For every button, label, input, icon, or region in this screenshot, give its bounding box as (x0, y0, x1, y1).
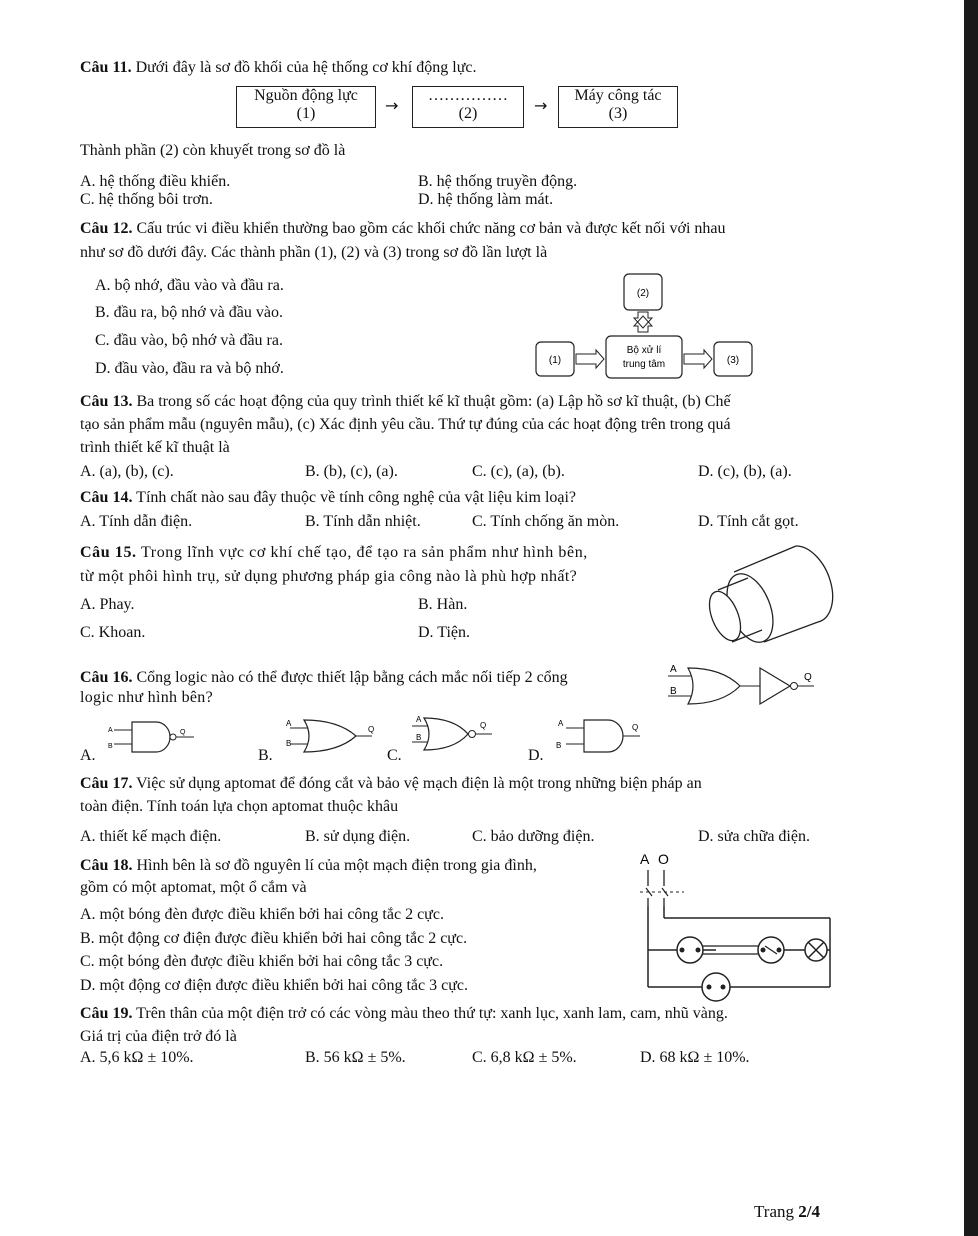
svg-text:Q: Q (180, 729, 186, 736)
q19-stem-line1: Câu 19. Trên thân của một điện trở có các vòng màu theo thứ tự: xanh lục, xanh lam, cam, nhũ vàng. (80, 1005, 728, 1022)
or-gate-symbol (688, 668, 740, 704)
q17-option-b: B. sử dụng điện. (305, 828, 411, 845)
svg-text:Q: Q (480, 721, 487, 730)
q14-option-c: C. Tính chống ăn mòn. (472, 513, 620, 530)
q14-option-a: A. Tính dẫn điện. (80, 513, 193, 530)
svg-text:B: B (416, 733, 422, 742)
q16-option-d-and-gate (548, 712, 658, 756)
q15-stem-line2: từ một phôi hình trụ, sử dụng phương pháp gia công nào là phù hợp nhất? (80, 568, 578, 585)
q13-stem-line3: trình thiết kế kĩ thuật là (80, 439, 230, 456)
page-edge (964, 0, 978, 1236)
q16-stem-line2: logic như hình bên? (80, 689, 214, 706)
neutral-label: O (658, 851, 669, 867)
q11-option-c: C. hệ thống bôi trơn. (80, 191, 213, 208)
page-number: Trang 2/4 (754, 1202, 820, 1221)
q16-gate-diagram (664, 660, 834, 716)
q16-option-c-nor-gate (408, 710, 508, 754)
q15-option-a: A. Phay. (80, 596, 135, 613)
q12-option-c: C. đầu vào, bộ nhớ và đầu ra. (95, 332, 283, 349)
q11-option-b: B. hệ thống truyền động. (418, 173, 578, 190)
q13-option-a: A. (a), (b), (c). (80, 463, 174, 480)
svg-text:A: A (286, 719, 292, 728)
q17-stem-line2: toàn điện. Tính toán lựa chọn aptomat thuộc khâu (80, 798, 399, 815)
not-gate-symbol (760, 668, 790, 704)
q18-option-c: C. một bóng đèn được điều khiển bởi hai công tắc 3 cực. (80, 953, 444, 970)
q12-stem-line2: như sơ đồ dưới đây. Các thành phần (1), (2) và (3) trong sơ đồ lần lượt là (80, 244, 548, 261)
q18-stem-line2: gồm có một aptomat, một ổ cắm và (80, 879, 307, 896)
svg-text:A: A (558, 719, 564, 728)
phase-label: A (640, 851, 650, 867)
svg-text:B: B (108, 743, 113, 750)
q15-stem-line1: Câu 15. Trong lĩnh vực cơ khí chế tạo, để tạo ra sản phẩm như hình bên, (80, 544, 588, 561)
q16-option-c: C. (387, 747, 402, 764)
arrow-right-icon (576, 350, 604, 368)
q18-option-a: A. một bóng đèn được điều khiển bởi hai công tắc 2 cực. (80, 906, 444, 923)
q19-option-d: D. 68 kΩ ± 10%. (640, 1049, 750, 1066)
arrow-right-icon: → (385, 96, 399, 115)
svg-text:A: A (108, 727, 113, 734)
q11-stem: Câu 11. Dưới đây là sơ đồ khối của hệ thống cơ khí động lực. (80, 59, 477, 76)
q16-option-a: A. (80, 747, 96, 764)
q12-option-a: A. bộ nhớ, đầu vào và đầu ra. (95, 277, 284, 294)
q16-option-a-nand-gate (100, 716, 210, 756)
machined-part-drawing (700, 538, 840, 648)
q17-stem-line1: Câu 17. Việc sử dụng aptomat để đóng cắt và bảo vệ mạch điện là một trong những biện pháp an (80, 775, 702, 792)
q11-box-1: Nguồn động lực (1) (236, 86, 376, 128)
q16-stem-line1: Câu 16. Cổng logic nào có thể được thiết lập bằng cách mắc nối tiếp 2 cổng (80, 669, 568, 686)
household-circuit-diagram (636, 842, 846, 1002)
input-a-label: A (670, 664, 677, 675)
q16-option-d: D. (528, 747, 544, 764)
arrow-right-icon: → (534, 96, 548, 115)
q13-stem-line2: tạo sản phẩm mẫu (nguyên mẫu), (c) Xác định yêu cầu. Thứ tự đúng của các hoạt động trên trong quá (80, 416, 731, 433)
q18-option-b: B. một động cơ điện được điều khiển bởi hai công tắc 2 cực. (80, 930, 468, 947)
q19-stem-line2: Giá trị của điện trở đó là (80, 1028, 237, 1045)
q11-box-2: …………… (2) (412, 86, 524, 128)
q15-option-b: B. Hàn. (418, 596, 468, 613)
q17-option-c: C. bảo dưỡng điện. (472, 828, 595, 845)
q19-option-c: C. 6,8 kΩ ± 5%. (472, 1049, 577, 1066)
q17-option-d: D. sửa chữa điện. (698, 828, 810, 845)
arrow-right-icon (684, 350, 712, 368)
q13-stem-line1: Câu 13. Ba trong số các hoạt động của quy trình thiết kế kĩ thuật gồm: (a) Lập hồ sơ kĩ thuật, (b) Chế (80, 393, 731, 410)
q12-option-d: D. đầu vào, đầu ra và bộ nhớ. (95, 360, 284, 377)
q18-stem-line1: Câu 18. Hình bên là sơ đồ nguyên lí của một mạch điện trong gia đình, (80, 857, 537, 874)
q11-option-d: D. hệ thống làm mát. (418, 191, 554, 208)
q11-box-3: Máy công tác (3) (558, 86, 678, 128)
q11-question: Thành phần (2) còn khuyết trong sơ đồ là (80, 142, 346, 159)
q15-option-c: C. Khoan. (80, 624, 146, 641)
q12-option-b: B. đầu ra, bộ nhớ và đầu vào. (95, 304, 283, 321)
svg-text:B: B (286, 739, 292, 748)
mcu-block-3-label: (3) (726, 355, 740, 366)
q15-option-d: D. Tiện. (418, 624, 471, 641)
q16-option-b-or-gate (276, 712, 386, 756)
mcu-cpu-label-2: trung tâm (622, 359, 666, 370)
svg-text:Q: Q (632, 723, 639, 732)
input-b-label: B (670, 686, 677, 697)
q19-option-a: A. 5,6 kΩ ± 10%. (80, 1049, 194, 1066)
q11-option-a: A. hệ thống điều khiển. (80, 173, 231, 190)
mcu-cpu-label-1: Bộ xử lí (626, 345, 662, 356)
q14-option-b: B. Tính dẫn nhiệt. (305, 513, 421, 530)
mcu-block-1-label: (1) (548, 355, 562, 366)
q14-stem: Câu 14. Tính chất nào sau đây thuộc về tính công nghệ của vật liệu kim loại? (80, 489, 577, 506)
q13-option-c: C. (c), (a), (b). (472, 463, 565, 480)
microcontroller-diagram (530, 266, 770, 386)
svg-text:Q: Q (368, 725, 375, 734)
q18-option-d: D. một động cơ điện được điều khiển bởi hai công tắc 3 cực. (80, 977, 468, 994)
socket-symbol (702, 973, 730, 1001)
mcu-block-2-label: (2) (636, 288, 650, 299)
q16-option-b: B. (258, 747, 273, 764)
output-q-label: Q (804, 672, 812, 683)
svg-text:A: A (416, 715, 422, 724)
svg-text:B: B (556, 741, 562, 750)
q13-option-b: B. (b), (c), (a). (305, 463, 398, 480)
q12-stem-line1: Câu 12. Cấu trúc vi điều khiển thường bao gồm các khối chức năng cơ bản và được kết nối với nhau (80, 220, 726, 237)
q17-option-a: A. thiết kế mạch điện. (80, 828, 222, 845)
q13-option-d: D. (c), (b), (a). (698, 463, 792, 480)
q14-option-d: D. Tính cắt gọt. (698, 513, 799, 530)
q19-option-b: B. 56 kΩ ± 5%. (305, 1049, 406, 1066)
